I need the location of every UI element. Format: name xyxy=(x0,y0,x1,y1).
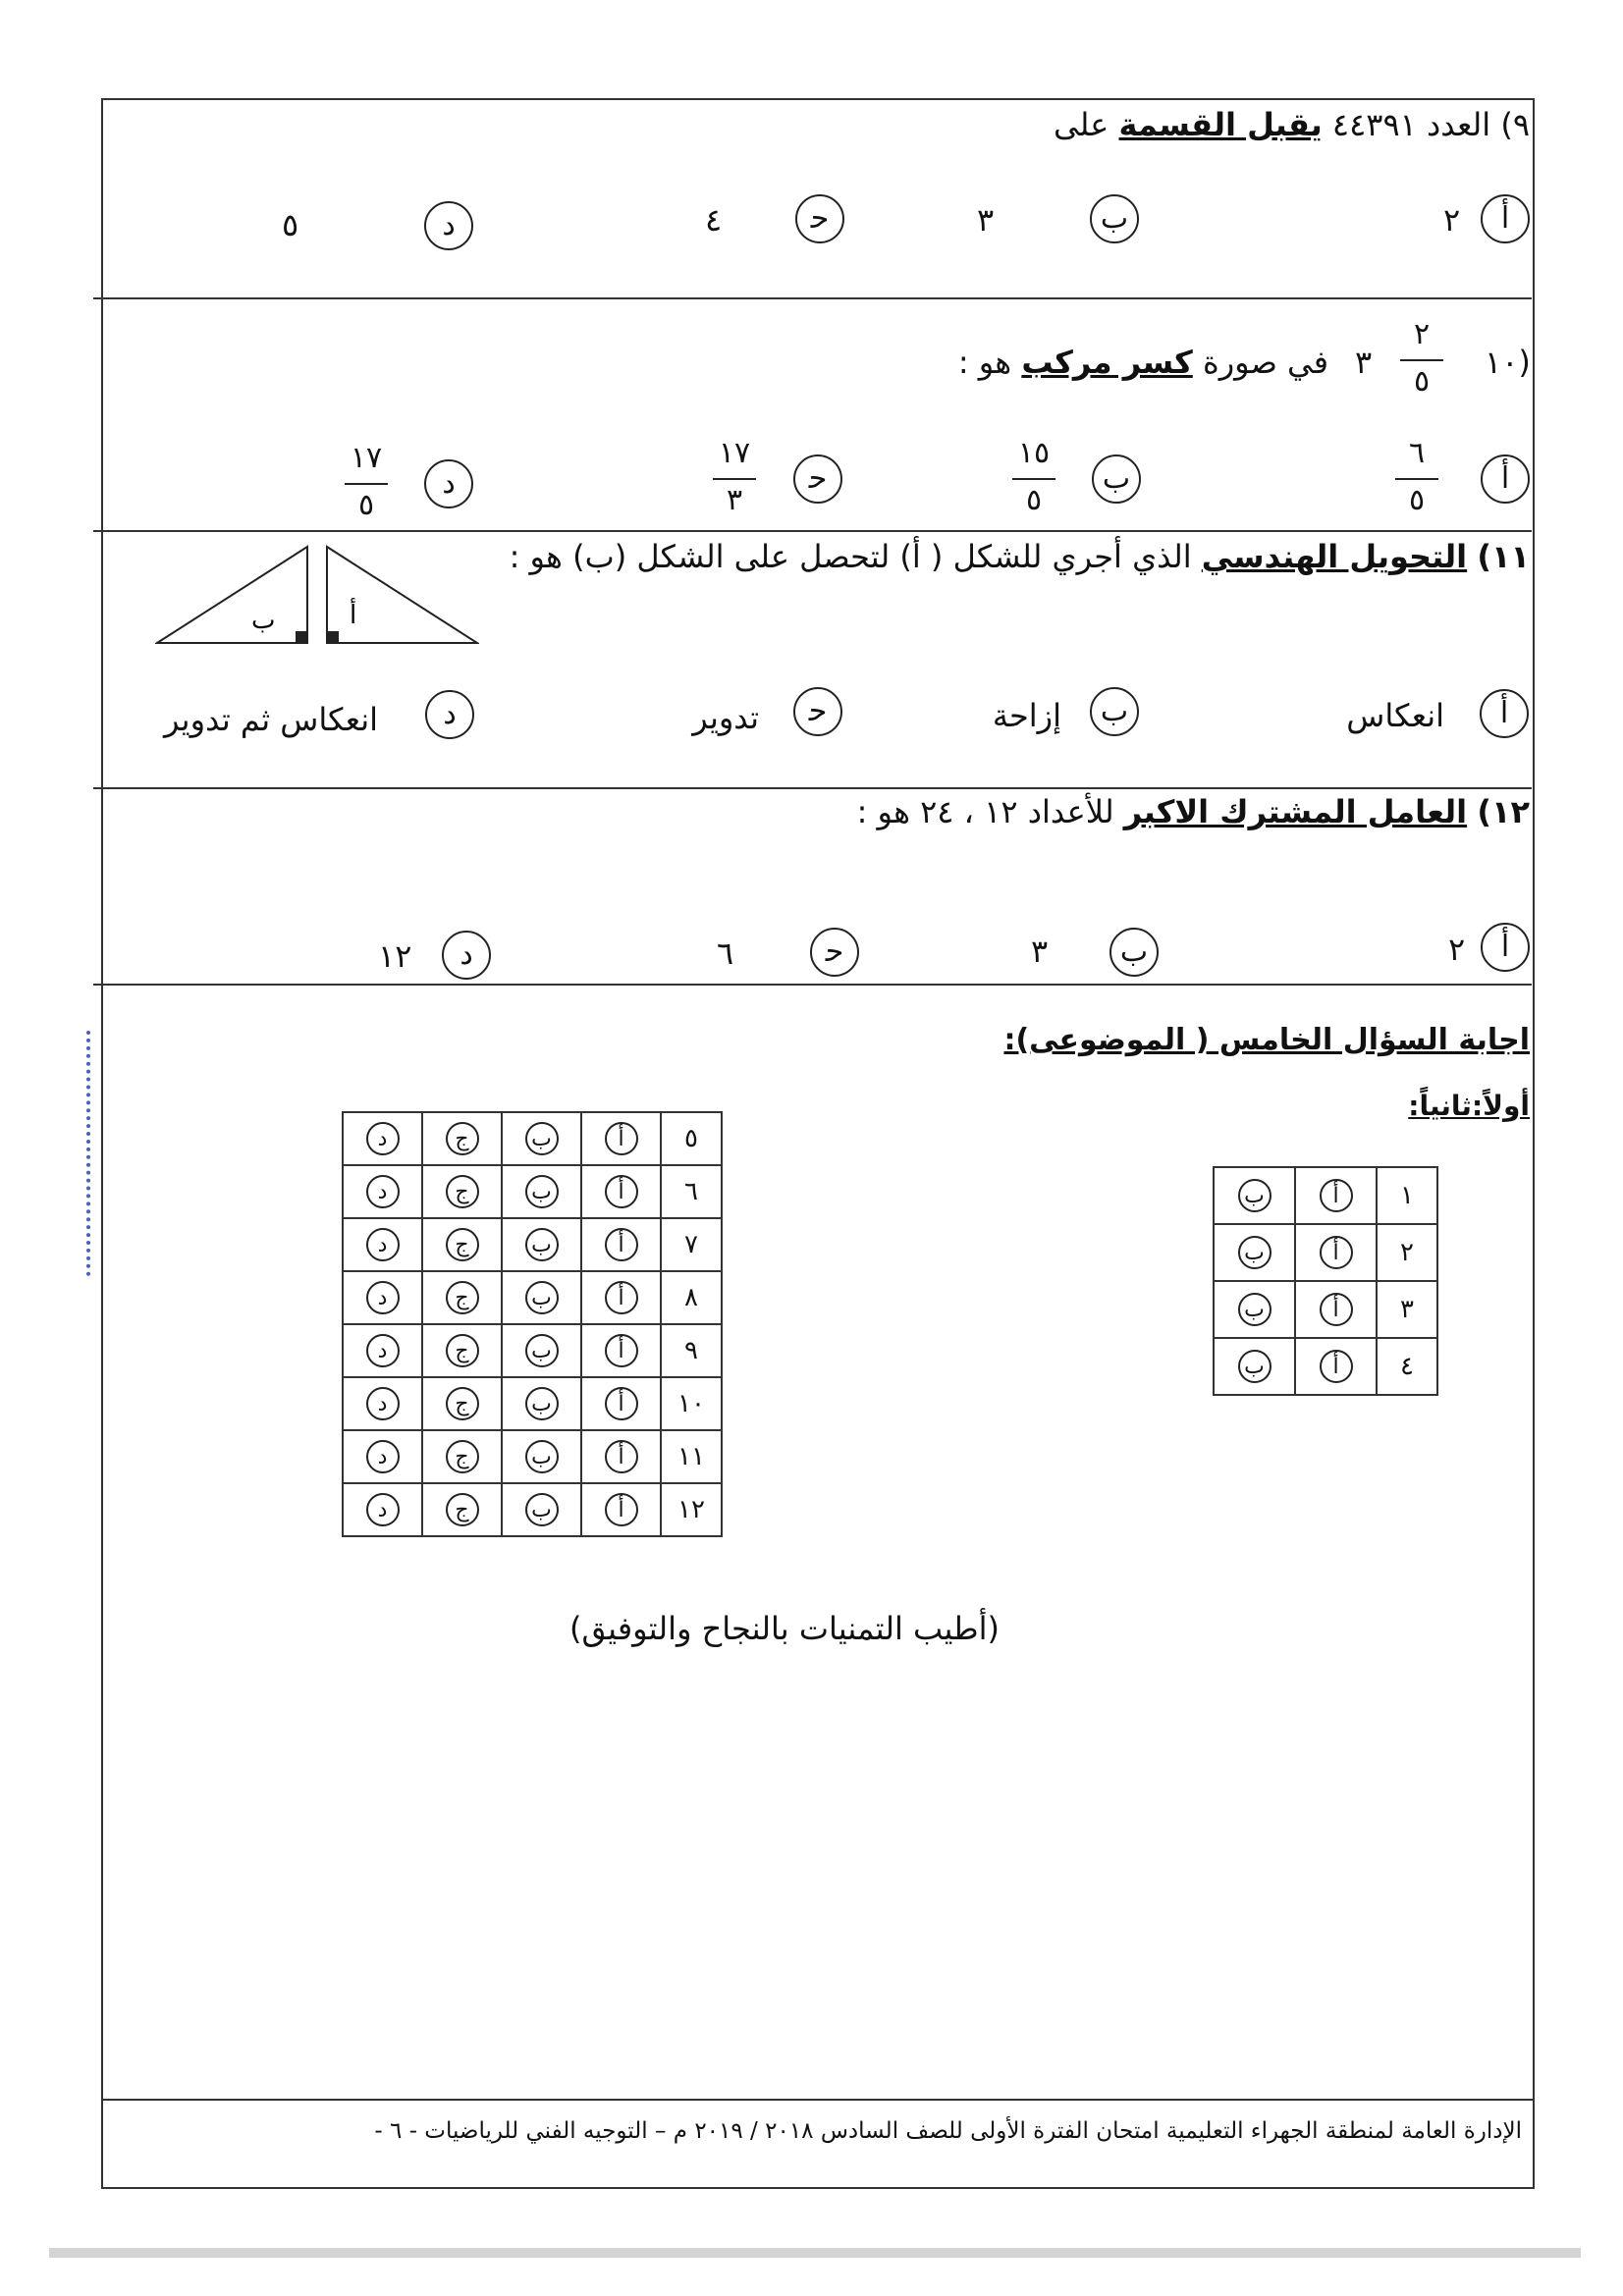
answer-cell-d[interactable] xyxy=(343,1218,422,1271)
row-number: ٣ xyxy=(1377,1281,1437,1338)
q12-text-underlined: العامل المشترك الاكبر xyxy=(1123,793,1468,830)
q9-option-a-value: ٢ xyxy=(1443,201,1461,239)
row-number: ١ xyxy=(1377,1167,1437,1224)
answer-bubble-a[interactable]: أ xyxy=(605,1334,638,1367)
answer-cell-d[interactable] xyxy=(343,1430,422,1483)
table-row xyxy=(343,1324,722,1377)
answer-bubble-a[interactable]: أ xyxy=(605,1175,638,1208)
row-number: ٨ xyxy=(661,1271,722,1324)
q11-option-d-value: انعكاس ثم تدوير xyxy=(164,701,378,738)
answer-bubble-a[interactable]: أ xyxy=(605,1281,638,1314)
row-number: ١٢ xyxy=(661,1483,722,1536)
answer-bubble-c[interactable]: ج xyxy=(446,1122,479,1155)
answer-cell-b[interactable] xyxy=(502,1112,581,1165)
q10-option-c-numerator: ١٧ xyxy=(718,436,751,470)
footer-divider xyxy=(101,2099,1535,2101)
answer-bubble-a[interactable]: أ xyxy=(605,1493,638,1526)
row-number: ٢ xyxy=(1377,1224,1437,1281)
q11-option-a-value: انعكاس xyxy=(1346,697,1444,734)
answer-cell-b[interactable] xyxy=(502,1165,581,1218)
table-row xyxy=(1214,1281,1437,1338)
answer-cell-d[interactable] xyxy=(343,1112,422,1165)
q10-option-d-circle[interactable]: د xyxy=(424,459,473,508)
answer-bubble-b[interactable]: ب xyxy=(525,1440,559,1473)
answer-bubble-b[interactable]: ب xyxy=(525,1334,559,1367)
answer-cell-b[interactable] xyxy=(502,1483,581,1536)
answer-cell-a[interactable] xyxy=(1295,1167,1377,1224)
answer-bubble-c[interactable]: ج xyxy=(446,1493,479,1526)
fraction-bar xyxy=(1012,478,1055,480)
answer-cell-b[interactable] xyxy=(1214,1338,1295,1395)
q9-option-c-circle[interactable]: ﺣ xyxy=(795,194,844,243)
answer-cell-c[interactable] xyxy=(422,1324,502,1377)
answer-cell-a[interactable] xyxy=(581,1218,661,1271)
q11-triangles-figure xyxy=(155,545,479,653)
divider-q12 xyxy=(93,984,1532,986)
answer-table-large xyxy=(342,1111,723,1537)
answer-cell-b[interactable] xyxy=(502,1324,581,1377)
q9-stem xyxy=(1054,106,1530,143)
answer-cell-b[interactable] xyxy=(1214,1281,1295,1338)
q9-option-c-value: ٤ xyxy=(705,201,723,239)
answer-cell-b[interactable] xyxy=(1214,1167,1295,1224)
divider-q11 xyxy=(93,787,1532,789)
good-wishes: (أطيب التمنيات بالنجاح والتوفيق) xyxy=(569,1610,1000,1647)
row-number: ٥ xyxy=(661,1112,722,1165)
q12-option-d-circle[interactable]: د xyxy=(442,931,491,980)
answer-cell-c[interactable] xyxy=(422,1483,502,1536)
q9-option-b-value: ٣ xyxy=(977,201,995,239)
q11-text-underlined: التحويل الهندسي xyxy=(1201,538,1468,575)
answer-bubble-a[interactable]: أ xyxy=(1320,1236,1353,1269)
row-number: ١٠ xyxy=(661,1377,722,1430)
answer-bubble-a[interactable]: أ xyxy=(1320,1293,1353,1326)
answer-bubble-c[interactable]: ج xyxy=(446,1281,479,1314)
answer-cell-a[interactable] xyxy=(581,1483,661,1536)
q12-option-d-value: ١٢ xyxy=(378,937,412,975)
table-row xyxy=(343,1218,722,1271)
answer-bubble-b[interactable]: ب xyxy=(525,1493,559,1526)
answer-cell-a[interactable] xyxy=(581,1271,661,1324)
answer-bubble-b[interactable]: ب xyxy=(525,1228,559,1261)
right-angle-mark-a xyxy=(327,631,339,643)
answer-cell-b[interactable] xyxy=(502,1377,581,1430)
q10-stem xyxy=(958,344,1328,381)
q9-option-d-value: ٥ xyxy=(282,206,299,243)
row-number: ٩ xyxy=(661,1324,722,1377)
answer-cell-b[interactable] xyxy=(502,1271,581,1324)
q12-option-a-circle[interactable]: أ xyxy=(1481,923,1530,972)
answer-bubble-c[interactable]: ج xyxy=(446,1228,479,1261)
q11-option-c-value: تدوير xyxy=(692,699,759,736)
answer-bubble-b[interactable]: ب xyxy=(1238,1179,1271,1212)
answer-bubble-d[interactable]: د xyxy=(366,1122,400,1155)
answer-cell-c[interactable] xyxy=(422,1271,502,1324)
fraction-bar xyxy=(345,483,388,485)
q12-option-a-value: ٢ xyxy=(1448,931,1466,968)
answer-cell-c[interactable] xyxy=(422,1165,502,1218)
q11-option-b-value: إزاحة xyxy=(992,697,1061,734)
q10-option-c-denominator: ٣ xyxy=(726,483,743,517)
fraction-bar xyxy=(1395,478,1438,480)
answer-cell-c[interactable] xyxy=(422,1430,502,1483)
answer-bubble-b[interactable]: ب xyxy=(525,1122,559,1155)
q9-option-d-circle[interactable]: د xyxy=(424,201,473,250)
q10-option-a-denominator: ٥ xyxy=(1408,483,1426,517)
table-row xyxy=(343,1165,722,1218)
answer-bubble-a[interactable]: أ xyxy=(605,1440,638,1473)
answer-bubble-b[interactable]: ب xyxy=(525,1281,559,1314)
q12-stem xyxy=(857,793,1530,830)
answer-bubble-d[interactable]: د xyxy=(366,1334,400,1367)
q10-option-d-fraction xyxy=(339,440,394,528)
q10-option-b-circle[interactable]: ب xyxy=(1092,454,1141,504)
q9-number: ٩) xyxy=(1500,106,1530,143)
answer-bubble-c[interactable]: ج xyxy=(446,1175,479,1208)
answer-cell-a[interactable] xyxy=(581,1324,661,1377)
q10-option-d-numerator: ١٧ xyxy=(350,441,383,475)
answer-bubble-a[interactable]: أ xyxy=(605,1122,638,1155)
q12-number: ١٢) xyxy=(1477,793,1530,830)
q10-text-underlined: كسر مركب xyxy=(1021,344,1193,381)
divider-q9 xyxy=(93,297,1532,299)
q9-text-underlined: يقبل القسمة xyxy=(1118,106,1323,143)
table-row xyxy=(343,1430,722,1483)
answer-bubble-d[interactable]: د xyxy=(366,1440,400,1473)
answer-bubble-b[interactable]: ب xyxy=(1238,1236,1271,1269)
triangle-b-label: ب xyxy=(251,606,276,635)
answer-bubble-d[interactable]: د xyxy=(366,1281,400,1314)
q10-mixed-whole: ٣ xyxy=(1355,344,1373,381)
q9-option-a-circle[interactable]: أ xyxy=(1481,194,1530,243)
q12-text-b: للأعداد ١٢ ، ٢٤ هو : xyxy=(856,793,1114,830)
q10-option-d-denominator: ٥ xyxy=(357,488,375,522)
scan-bottom-edge xyxy=(49,2248,1581,2258)
q9-option-b-circle[interactable]: ب xyxy=(1090,194,1139,243)
answer-bubble-a[interactable]: أ xyxy=(1320,1350,1353,1383)
answer-cell-b[interactable] xyxy=(502,1218,581,1271)
answer-cell-d[interactable] xyxy=(343,1165,422,1218)
answer-cell-c[interactable] xyxy=(422,1218,502,1271)
fraction-bar xyxy=(713,478,756,480)
answer-bubble-d[interactable]: د xyxy=(366,1175,400,1208)
answer-cell-a[interactable] xyxy=(581,1377,661,1430)
answer-cell-a[interactable] xyxy=(581,1430,661,1483)
q12-option-b-value: ٣ xyxy=(1031,933,1049,970)
answers-subheading: أولاً:ثانياً: xyxy=(1408,1090,1530,1122)
q10-text-b: هو : xyxy=(957,344,1012,381)
q12-option-c-value: ٦ xyxy=(717,934,734,972)
answer-bubble-d[interactable]: د xyxy=(366,1228,400,1261)
table-row xyxy=(343,1483,722,1536)
footer-text: الإدارة العامة لمنطقة الجهراء التعليمية امتحان الفترة الأولى للصف السادس ٢٠١٨ / ٢٠١٩ م – التوجيه الفني للرياضيات - ٦ - xyxy=(374,2118,1522,2144)
q10-option-a-fraction xyxy=(1389,435,1444,523)
q12-option-c-circle[interactable]: ﺣ xyxy=(810,928,859,977)
q11-stem xyxy=(510,538,1530,575)
right-angle-mark-b xyxy=(296,631,307,643)
table-row xyxy=(343,1377,722,1430)
table-row xyxy=(343,1271,722,1324)
answer-bubble-b[interactable]: ب xyxy=(525,1387,559,1420)
answer-cell-b[interactable] xyxy=(502,1430,581,1483)
answer-bubble-c[interactable]: ج xyxy=(446,1387,479,1420)
answer-bubble-c[interactable]: ج xyxy=(446,1440,479,1473)
answer-bubble-b[interactable]: ب xyxy=(1238,1350,1271,1383)
answer-cell-a[interactable] xyxy=(1295,1281,1377,1338)
q10-option-a-numerator: ٦ xyxy=(1408,436,1426,470)
answer-bubble-a[interactable]: أ xyxy=(1320,1179,1353,1212)
answer-cell-a[interactable] xyxy=(581,1165,661,1218)
q11-option-a-circle[interactable]: أ xyxy=(1480,689,1529,738)
q10-text-a: في صورة xyxy=(1202,344,1328,381)
q10-option-a-circle[interactable]: أ xyxy=(1481,454,1530,504)
answer-cell-d[interactable] xyxy=(343,1483,422,1536)
q12-option-b-circle[interactable]: ب xyxy=(1109,928,1159,977)
answer-bubble-a[interactable]: أ xyxy=(605,1387,638,1420)
q11-text-b: الذي أجري للشكل ( أ) لتحصل على الشكل (ب) هو : xyxy=(509,538,1192,575)
q11-option-b-circle[interactable]: ب xyxy=(1090,687,1139,736)
row-number: ١١ xyxy=(661,1430,722,1483)
q10-option-c-fraction xyxy=(707,435,762,523)
answer-bubble-d[interactable]: د xyxy=(366,1493,400,1526)
q11-number: ١١) xyxy=(1477,538,1530,575)
table-row xyxy=(1214,1338,1437,1395)
fraction-bar xyxy=(1400,359,1443,361)
q11-option-d-circle[interactable]: د xyxy=(425,690,474,739)
answer-bubble-d[interactable]: د xyxy=(366,1387,400,1420)
q10-option-b-fraction xyxy=(1006,435,1061,523)
answer-bubble-c[interactable]: ج xyxy=(446,1334,479,1367)
q11-option-c-circle[interactable]: ﺣ xyxy=(793,687,842,736)
answer-cell-a[interactable] xyxy=(581,1112,661,1165)
q10-mixed-denominator: ٥ xyxy=(1413,364,1431,399)
answer-cell-a[interactable] xyxy=(1295,1224,1377,1281)
q10-option-c-circle[interactable]: ﺣ xyxy=(793,454,842,504)
answer-cell-b[interactable] xyxy=(1214,1224,1295,1281)
q10-option-b-numerator: ١٥ xyxy=(1017,436,1051,470)
q10-number: ١٠) xyxy=(1485,344,1531,381)
answer-bubble-b[interactable]: ب xyxy=(525,1175,559,1208)
answer-table-small xyxy=(1213,1166,1438,1396)
answer-cell-a[interactable] xyxy=(1295,1338,1377,1395)
answer-cell-d[interactable] xyxy=(343,1377,422,1430)
table-row xyxy=(1214,1224,1437,1281)
triangle-a-label: أ xyxy=(350,601,357,630)
q10-mixed-fraction xyxy=(1394,316,1449,404)
row-number: ٧ xyxy=(661,1218,722,1271)
table-row xyxy=(1214,1167,1437,1224)
divider-q10 xyxy=(93,530,1532,532)
answer-bubble-b[interactable]: ب xyxy=(1238,1293,1271,1326)
answer-bubble-a[interactable]: أ xyxy=(605,1228,638,1261)
table-row xyxy=(343,1112,722,1165)
margin-scribble xyxy=(86,1031,102,1276)
answers-heading: اجابة السؤال الخامس ( الموضوعى): xyxy=(1003,1023,1530,1057)
page-frame xyxy=(101,98,1535,2189)
q10-option-b-denominator: ٥ xyxy=(1025,483,1043,517)
q9-text-b: على xyxy=(1053,106,1109,143)
answer-cell-d[interactable] xyxy=(343,1324,422,1377)
answer-cell-d[interactable] xyxy=(343,1271,422,1324)
answer-cell-c[interactable] xyxy=(422,1377,502,1430)
row-number: ٦ xyxy=(661,1165,722,1218)
answer-cell-c[interactable] xyxy=(422,1112,502,1165)
q9-text-a: العدد ٤٤٣٩١ xyxy=(1331,106,1491,143)
triangle-b-shape xyxy=(157,547,307,643)
q10-mixed-numerator: ٢ xyxy=(1413,317,1431,351)
row-number: ٤ xyxy=(1377,1338,1437,1395)
